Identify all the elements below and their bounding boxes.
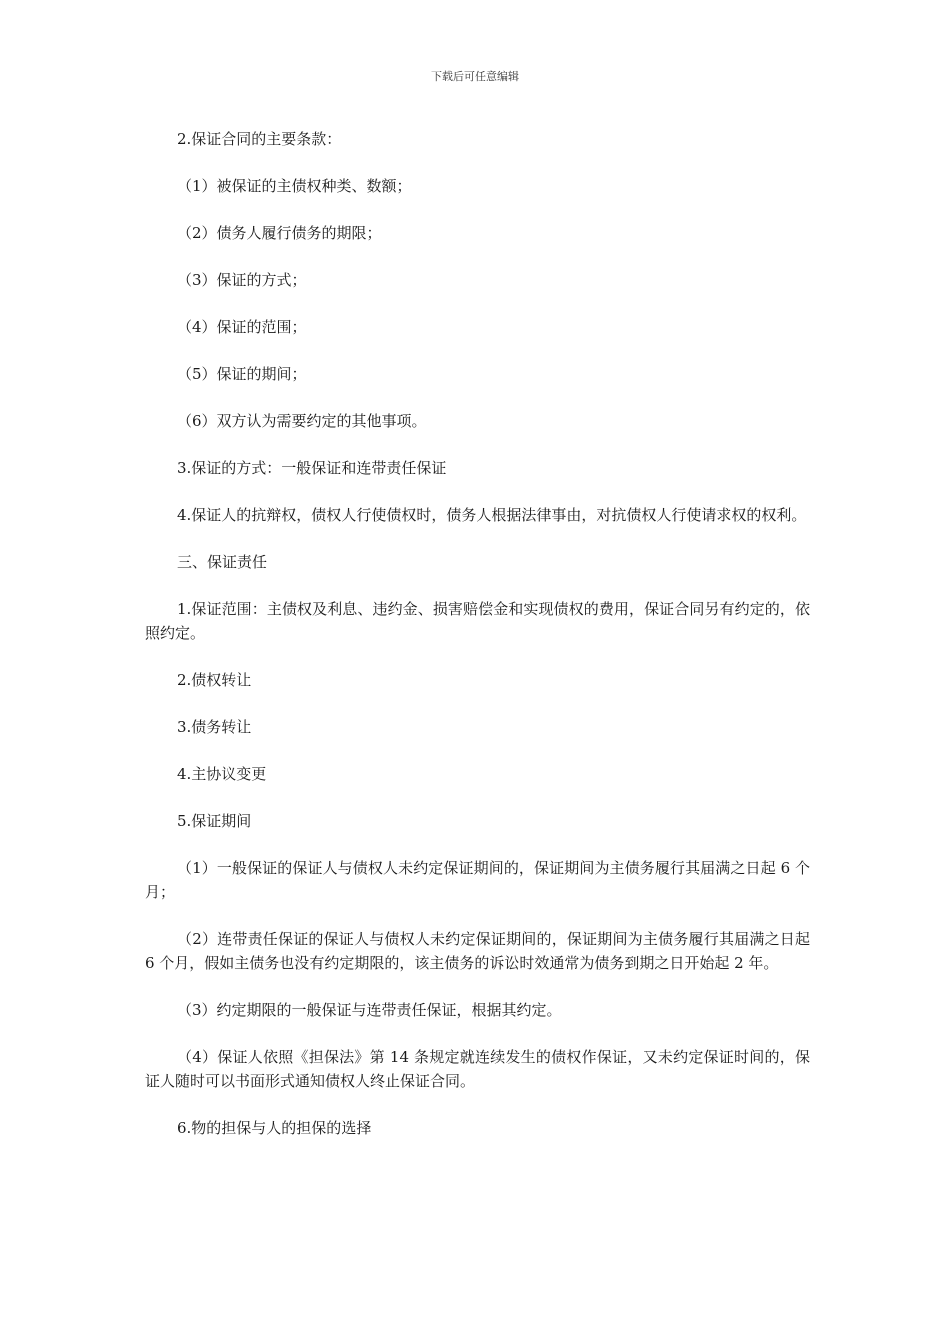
paragraph: （2）连带责任保证的保证人与债权人未约定保证期间的，保证期间为主债务履行其届满之日起 6 个月，假如主债务也没有约定期限的，该主债务的诉讼时效通常为债务到期之日开始起 2 年。 <box>145 930 810 972</box>
paragraph: 5.保证期间 <box>177 812 252 830</box>
paragraph: 3.保证的方式：一般保证和连带责任保证 <box>177 459 447 477</box>
paragraph: （6）双方认为需要约定的其他事项。 <box>177 412 427 430</box>
paragraph: 4.保证人的抗辩权，债权人行使债权时，债务人根据法律事由，对抗债权人行使请求权的权利。 <box>177 506 807 524</box>
paragraph: 3.债务转让 <box>177 718 252 736</box>
section-heading: 三、保证责任 <box>177 553 268 571</box>
paragraph: （2）债务人履行债务的期限； <box>177 224 382 242</box>
paragraph: 6.物的担保与人的担保的选择 <box>177 1119 372 1137</box>
paragraph: （1）被保证的主债权种类、数额； <box>177 177 412 195</box>
document-body <box>145 127 810 1163</box>
paragraph: （3）保证的方式； <box>177 271 307 289</box>
paragraph: 4.主协议变更 <box>177 765 267 783</box>
paragraph: （4）保证的范围； <box>177 318 307 336</box>
page-header: 下载后可任意编辑 <box>431 70 519 83</box>
paragraph: （3）约定期限的一般保证与连带责任保证，根据其约定。 <box>177 1001 562 1019</box>
paragraph: 2.债权转让 <box>177 671 252 689</box>
paragraph: （5）保证的期间； <box>177 365 307 383</box>
paragraph: （1）一般保证的保证人与债权人未约定保证期间的，保证期间为主债务履行其届满之日起 6 个月； <box>145 859 810 901</box>
paragraph: 1.保证范围：主债权及利息、违约金、损害赔偿金和实现债权的费用，保证合同另有约定的，依照约定。 <box>145 600 810 642</box>
paragraph: （4）保证人依照《担保法》第 14 条规定就连续发生的债权作保证，又未约定保证时间的，保证人随时可以书面形式通知债权人终止保证合同。 <box>145 1048 810 1090</box>
paragraph: 2.保证合同的主要条款： <box>177 130 342 148</box>
